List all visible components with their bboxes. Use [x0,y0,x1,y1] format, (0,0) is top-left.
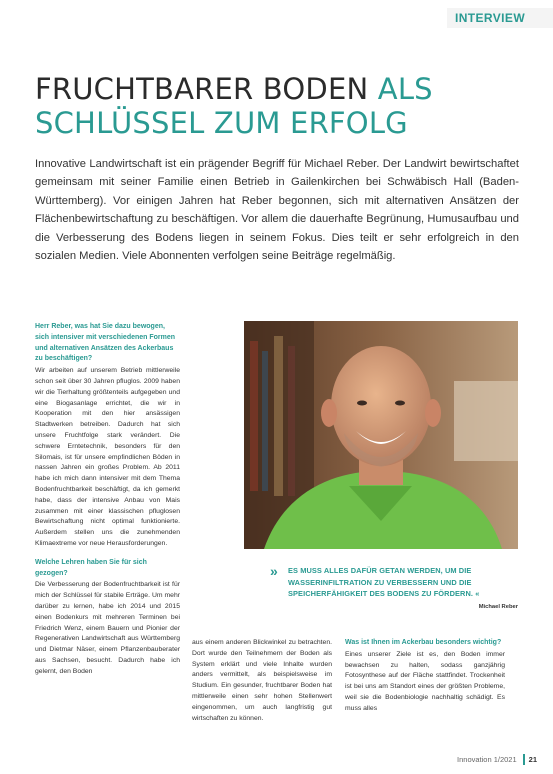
right-column [345,638,505,715]
magazine-issue: Innovation 1/2021 [457,754,517,764]
pull-quote [270,565,518,610]
question-3: Was ist Ihnen im Ackerbau besonders wichtig? [345,639,502,646]
page-footer [457,752,553,766]
answer-2-continued: aus einem anderen Blickwinkel zu betrachten. Dort wurde den Teilnehmern der Boden als System erklärt und viele Inhalte wurden anders vermittelt, als beispielsweise im Studium. Ein gesunder, fruchtbarer Boden hat mittlerweile einen sehr hohen Stellenwert eingenommen, um auch langfristig gut wirtschaften zu können. [192,639,332,722]
portrait-photo [244,321,518,549]
title-part1: FRUCHTBARER BODEN [35,72,378,106]
article-title [35,72,515,140]
portrait-illustration [244,321,518,549]
answer-3: Eines unserer Ziele ist es, den Boden immer bewachsen zu halten, sodass ganzjährig Fotosynthese auf der Fläche stattfindet. Trockenheit ist bei uns am Standort eines der größten Probleme, weil sie die Bodenbiologie nachhaltig schädigt. Es muss alles [345,650,505,712]
question-2: Welche Lehren haben Sie für sich gezogen? [35,558,147,577]
answer-1: Wir arbeiten auf unserem Betrieb mittlerweile schon seit über 30 Jahren pfluglos. 2009 haben wir die Tierhaltung größtenteils aufgegeben und eine Biogasanlage errichtet, die wir in Kooperation mit den hier ansässigen Stadtwerken betreiben. Dadurch hat sich unsere Fruchtfolge stark verändert. Die schwere Erntetechnik, besonders für den Silomais, ist für unsere empfindlichen Böden in nassen Jahren ein großes Problem. Ab 2011 habe ich mich dann intensiver mit dem Thema Bodenfruchtbarkeit beschäftigt, da ich gemerkt habe, dass der intensive Anbau von Mais zusammen mit einer klassischen pfluglosen Bewirtschaftung nicht optimal funktionierte. Außerdem stellen uns die zunehmenden Klimaextreme vor neue Herausforderungen. [35,367,180,547]
answer-2: Die Verbesserung der Bodenfruchtbarkeit ist für mich der Schlüssel für stabile Erträge. Um mehr darüber zu lernen, habe ich 2014 und 2015 einen Bodenkurs mit mehreren Terminen bei Friedrich Wenz, einem Bauern und Pionier der Regenerativen Landwirtschaft aus Württemberg und Dietmar Näser, einem Pflanzenbauberater aus Sachsen, besucht. Dadurch habe ich gelernt, den Boden [35,581,180,675]
middle-column [192,638,332,724]
question-1: Herr Reber, was hat Sie dazu bewogen, sich intensiver mit verschiedenen Formen und alternativen Ansätzen des Ackerbaus zu beschäftigen? [35,323,176,363]
lead-paragraph: Innovative Landwirtschaft ist ein prägender Begriff für Michael Reber. Der Landwirt bewirtschaftet gemeinsam mit seiner Familie einen Betrieb in Gailenkirchen bei Schwäbisch Hall (Baden-Württemberg). Vor einigen Jahren hat Reber begonnen, sich mit alternativen Ansätzen der Flächenbewirtschaftung zu beschäftigen. Vor allem die dauerhafte Begrünung, Humusaufbau und die Verbesserung des Bodens liegen in seinem Fokus. Dies teilt er sehr erfolgreich in den sozialen Medien. Viele Abonnenten verfolgen seine Beiträge regelmäßig. [35,158,519,263]
left-column [35,322,180,678]
quote-text: ES MUSS ALLES DAFÜR GETAN WERDEN, UM DIE WASSERINFILTRATION ZU VERBESSERN UND DIE SPEICHERFÄHIGKEIT DES BODENS ZU FÖRDERN. « [288,566,480,598]
title-accent1: ALS [377,72,433,106]
quote-mark-icon: » [270,563,278,579]
page-number: 21 [528,754,537,764]
quote-author: Michael Reber [478,603,518,610]
footer-divider [523,754,525,765]
section-tag: INTERVIEW [447,8,553,28]
title-accent2: SCHLÜSSEL ZUM ERFOLG [35,106,408,140]
